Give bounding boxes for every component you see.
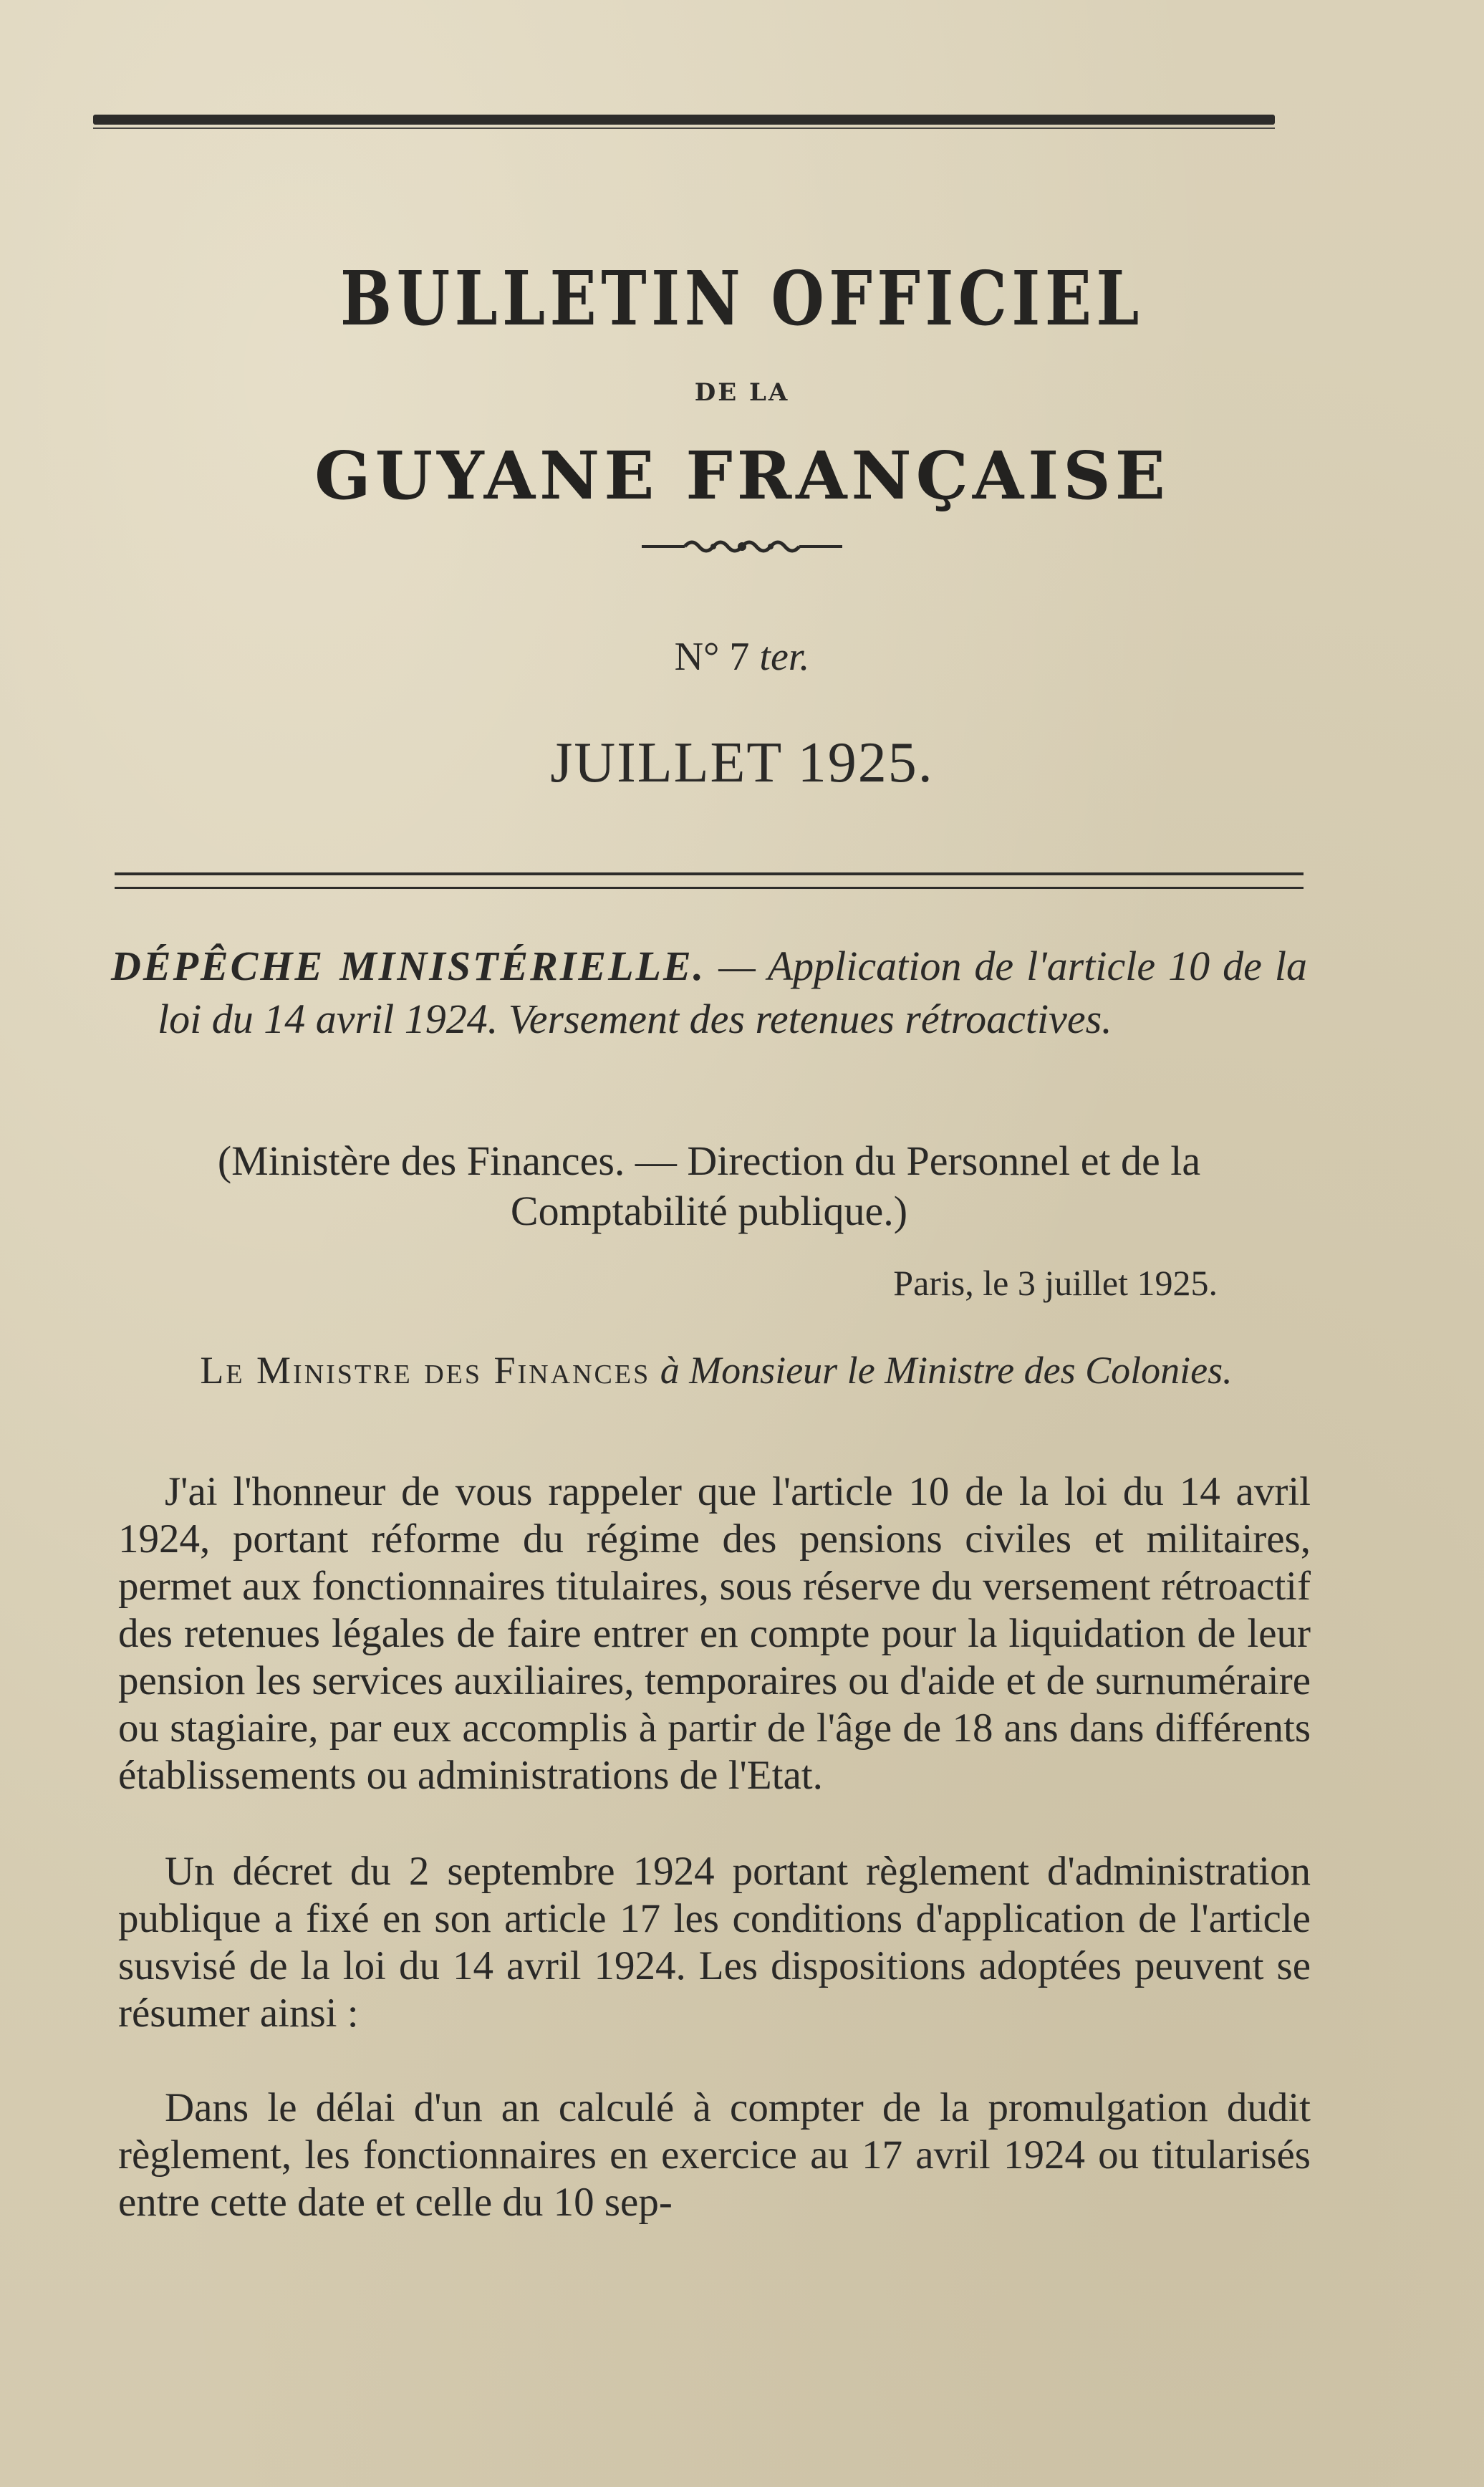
salutation-recipient: à Monsieur le Ministre des Colonies.	[660, 1349, 1233, 1392]
paragraph-2: Un décret du 2 septembre 1924 portant règlement d'administration publique a fixé en son article 17 les conditions d'application de l'article susvisé de la loi du 14 avril 1924. Les dispositions adoptées peuvent se résumer ainsi :	[118, 1849, 1311, 2036]
typographic-ornament-icon	[0, 536, 1484, 557]
bulletin-subtitle-de-la: DE LA	[694, 378, 790, 407]
salutation	[172, 1345, 1261, 1395]
issue-date: JUILLET 1925.	[550, 731, 934, 794]
article-heading	[111, 940, 1307, 1046]
article-heading-lead: DÉPÊCHE MINISTÉRIELLE.	[111, 943, 706, 989]
issue-number-prefix: N° 7	[674, 635, 750, 679]
paragraph-1: J'ai l'honneur de vous rappeler que l'article 10 de la loi du 14 avril 1924, portant réforme du régime des pensions civiles et militaires, permet aux fonctionnaires titulaires, sous réserve du versement rétroactif des retenues légales de faire entrer en compte pour la liquidation de leur pension les services auxiliaires, temporaires ou d'aide et de surnuméraire ou stagiaire, par eux accomplis à partir de l'âge de 18 ans dans différents établissements ou administrations de l'Etat.	[118, 1469, 1311, 1798]
place-date: Paris, le 3 juillet 1925.	[893, 1263, 1218, 1303]
article-heading-rest: — Application de l'article 10 de la loi du 14 avril 1924. Versement des retenues rétroactives.	[158, 943, 1307, 1042]
top-rule	[93, 115, 1275, 125]
issue-number-suffix: ter.	[759, 635, 810, 679]
separator-rule-lower	[115, 887, 1304, 889]
separator-rule-upper	[115, 872, 1304, 875]
ministry-line: (Ministère des Finances. — Direction du Personnel et de la Comptabilité publique.)	[217, 1137, 1201, 1234]
issue-number	[0, 634, 1484, 680]
salutation-sender: Le Ministre des Finances	[200, 1349, 651, 1392]
bulletin-title: BULLETIN OFFICIEL	[340, 254, 1144, 342]
paragraph-3: Dans le délai d'un an calculé à compter de la promulgation dudit règlement, les fonctionnaires en exercice au 17 avril 1924 ou titularisés entre cette date et celle du 10 sep-	[118, 2085, 1311, 2225]
bulletin-title-guyane: GUYANE FRANÇAISE	[314, 437, 1170, 514]
